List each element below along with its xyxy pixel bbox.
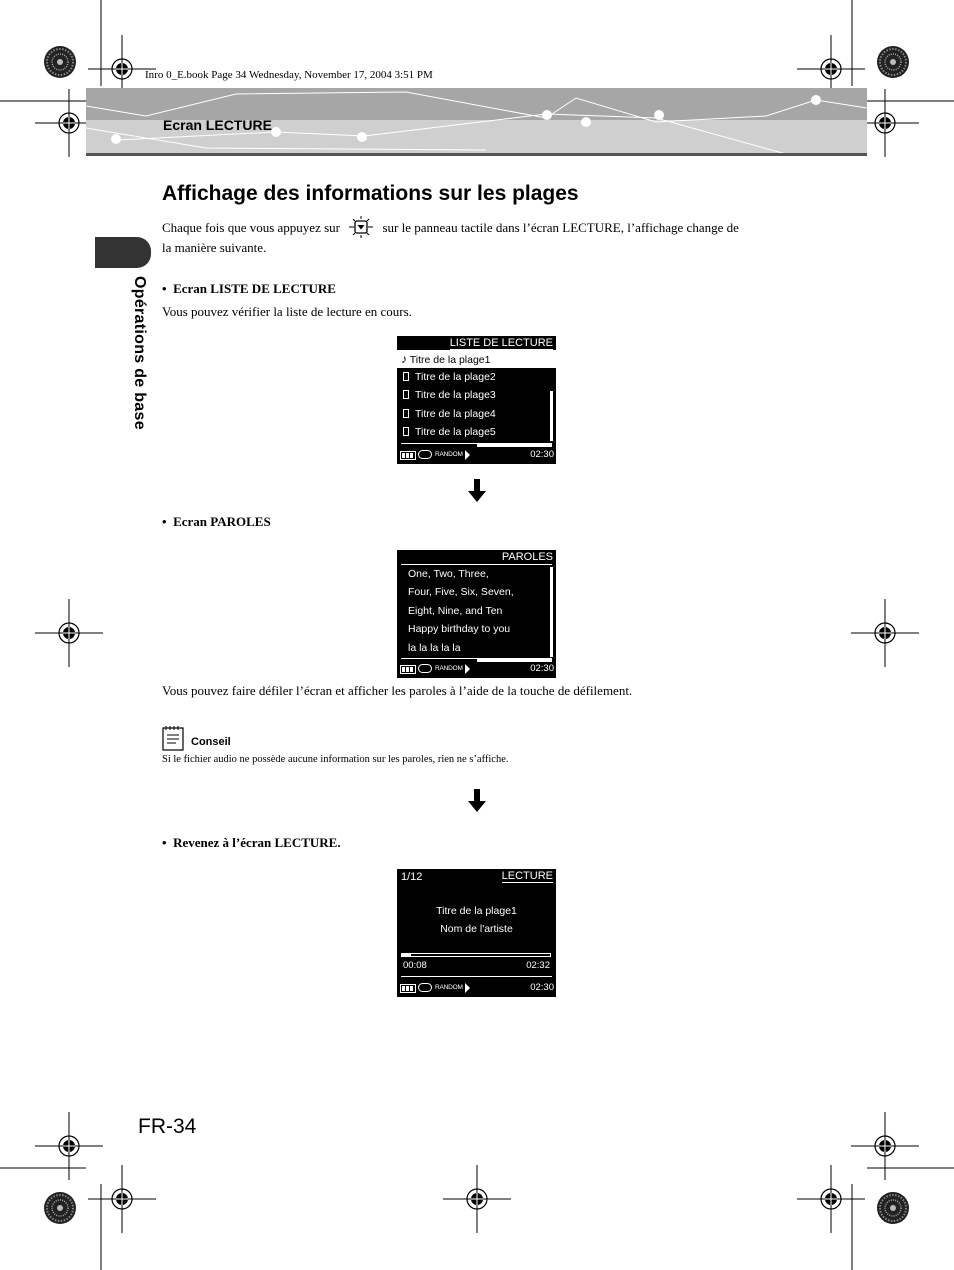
tip-text: Si le fichier audio ne possède aucune information sur les paroles, rien ne s’affiche. (162, 754, 509, 765)
lyrics-line: Four, Five, Six, Seven, (408, 586, 514, 598)
list-item[interactable]: Titre de la plage4 (403, 408, 496, 420)
intro-text-after: sur le panneau tactile dans l’écran LECTURE, l’affichage change de (382, 220, 739, 235)
track-title: Titre de la plage1 (436, 905, 517, 917)
header-rule (86, 153, 867, 156)
lyrics-screen (397, 550, 556, 678)
tip-heading: Conseil (191, 736, 231, 748)
track-icon (403, 409, 409, 418)
track-icon (403, 427, 409, 436)
page-title: Affichage des informations sur les plages (162, 182, 579, 205)
bullet: • (162, 835, 167, 850)
random-label: RANDOM (435, 665, 463, 672)
elapsed-time: 00:08 (403, 960, 427, 971)
step3-heading (162, 835, 341, 851)
total-time: 02:32 (526, 960, 550, 971)
tip-notepad-icon (162, 725, 184, 751)
list-item[interactable]: Titre de la plage5 (403, 426, 496, 438)
step2-heading-text: Ecran PAROLES (173, 514, 271, 529)
status-bar (397, 662, 556, 676)
list-item[interactable]: Titre de la plage2 (403, 371, 496, 383)
side-chapter-label: Opérations de base (131, 276, 148, 430)
playback-screen (397, 869, 556, 997)
side-tab (95, 237, 151, 268)
intro-line1 (162, 215, 739, 239)
list-scroll-indicator (477, 444, 552, 447)
scrollbar[interactable] (550, 567, 553, 657)
play-icon (465, 983, 470, 993)
battery-icon (400, 984, 416, 993)
track-icon (403, 390, 409, 399)
bullet: • (162, 281, 167, 296)
lyrics-line: Happy birthday to you (408, 623, 511, 635)
progress-fill (402, 954, 411, 956)
music-note-icon: ♪ (401, 352, 407, 366)
step2-heading (162, 514, 271, 530)
screen-title: PAROLES (501, 551, 553, 563)
lyrics-line: la la la la la (408, 642, 461, 654)
divider (401, 976, 552, 977)
lyrics-line: Eight, Nine, and Ten (408, 605, 503, 617)
divider (401, 564, 552, 565)
bullet: • (162, 514, 167, 529)
intro-text-before: Chaque fois que vous appuyez sur (162, 220, 340, 235)
section-label: Ecran LECTURE (163, 117, 272, 133)
status-bar (397, 448, 556, 462)
step2-after-text: Vous pouvez faire défiler l’écran et afficher les paroles à l’aide de la touche de défilement. (162, 683, 633, 698)
step1-heading-text: Ecran LISTE DE LECTURE (173, 281, 336, 296)
arrow-down-icon (468, 789, 486, 813)
screen-title: LECTURE (501, 870, 553, 882)
progress-bar[interactable] (401, 953, 551, 957)
status-bar (397, 981, 556, 995)
list-item[interactable]: ♪ Titre de la plage1 (401, 352, 491, 366)
playlist-screen (397, 336, 556, 464)
track-counter: 1/12 (401, 871, 423, 883)
lyrics-line: One, Two, Three, (408, 568, 489, 580)
track-icon (403, 372, 409, 381)
screen-title: LISTE DE LECTURE (449, 337, 553, 349)
play-icon (465, 664, 470, 674)
step1-heading (162, 281, 336, 297)
random-label: RANDOM (435, 984, 463, 991)
artist-name: Nom de l'artiste (440, 923, 513, 935)
battery-icon (400, 451, 416, 460)
repeat-icon (418, 983, 432, 992)
random-label: RANDOM (435, 451, 463, 458)
repeat-icon (418, 664, 432, 673)
clock: 02:30 (530, 449, 554, 460)
step3-heading-text: Revenez à l’écran LECTURE. (173, 835, 341, 850)
intro-line2: la manière suivante. (162, 240, 267, 255)
book-info: Inro 0_E.book Page 34 Wednesday, November 17, 2004 3:51 PM (145, 69, 433, 81)
repeat-icon (418, 450, 432, 459)
list-item[interactable]: Titre de la plage3 (403, 389, 496, 401)
clock: 02:30 (530, 982, 554, 993)
step1-text: Vous pouvez vérifier la liste de lecture en cours. (162, 304, 412, 319)
play-icon (465, 450, 470, 460)
scroll-down-button-icon (345, 215, 377, 239)
scrollbar[interactable] (550, 391, 553, 441)
clock: 02:30 (530, 663, 554, 674)
arrow-down-icon (468, 479, 486, 503)
battery-icon (400, 665, 416, 674)
page-number: FR-34 (138, 1115, 197, 1138)
